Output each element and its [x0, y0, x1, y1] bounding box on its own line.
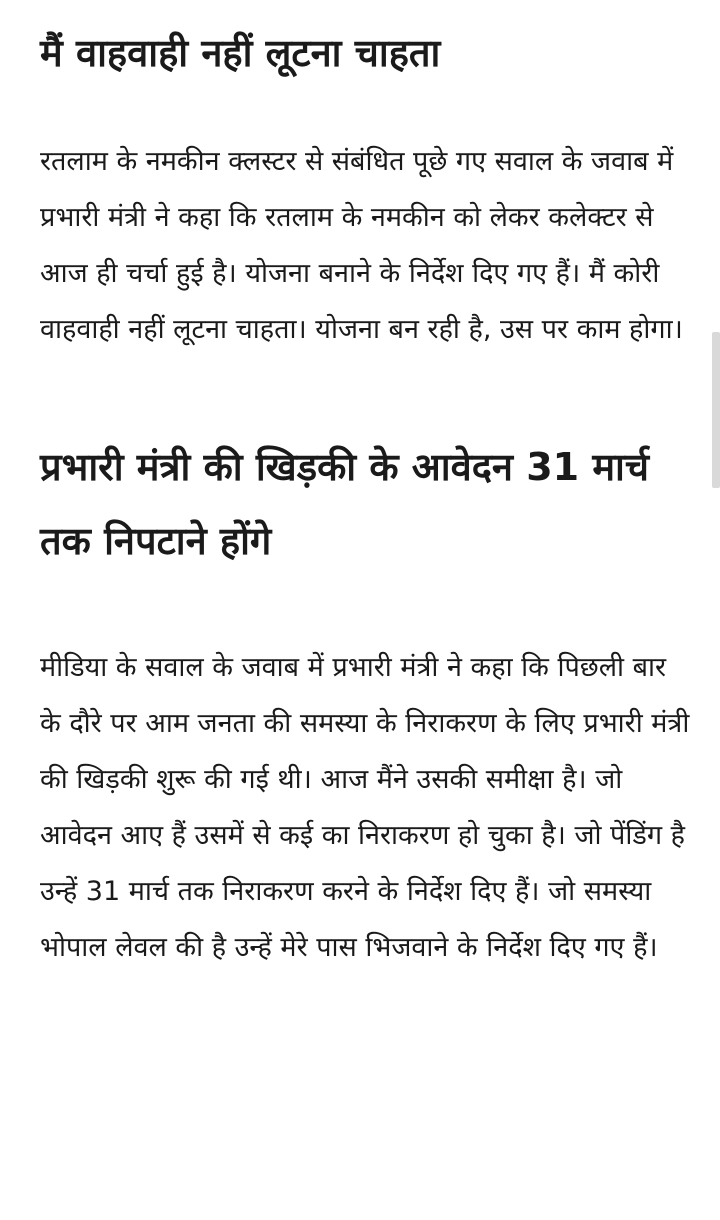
section-heading: प्रभारी मंत्री की खिड़की के आवेदन 31 मार्च तक निपटाने होंगे	[40, 445, 650, 563]
article-body	[40, 0, 690, 976]
scrollbar-thumb[interactable]	[712, 332, 720, 488]
section-paragraph: मीडिया के सवाल के जवाब में प्रभारी मंत्री ने कहा कि पिछली बार के दौरे पर आम जनता की समस्या के निराकरण के लिए प्रभारी मंत्री की खिड़की शुरू की गई थी। आज मैंने उसकी समीक्षा है। जो आवेदन आए हैं उसमें से कई का निराकरण हो चुका है। जो पेंडिंग है उन्हें 31 मार्च तक निराकरण करने के निर्देश दिए हैं। जो समस्या भोपाल लेवल की है उन्हें मेरे पास भिजवाने के निर्देश दिए गए हैं।	[40, 652, 690, 963]
section-heading: मैं वाहवाही नहीं लूटना चाहता	[40, 31, 441, 75]
section-paragraph: रतलाम के नमकीन क्लस्टर से संबंधित पूछे गए सवाल के जवाब में प्रभारी मंत्री ने कहा कि रतलाम के नमकीन को लेकर कलेक्टर से आज ही चर्चा हुई है। योजना बनाने के निर्देश दिए गए हैं। मैं कोरी वाहवाही नहीं लूटना चाहता। योजना बन रही है, उस पर काम होगा।	[40, 146, 683, 345]
